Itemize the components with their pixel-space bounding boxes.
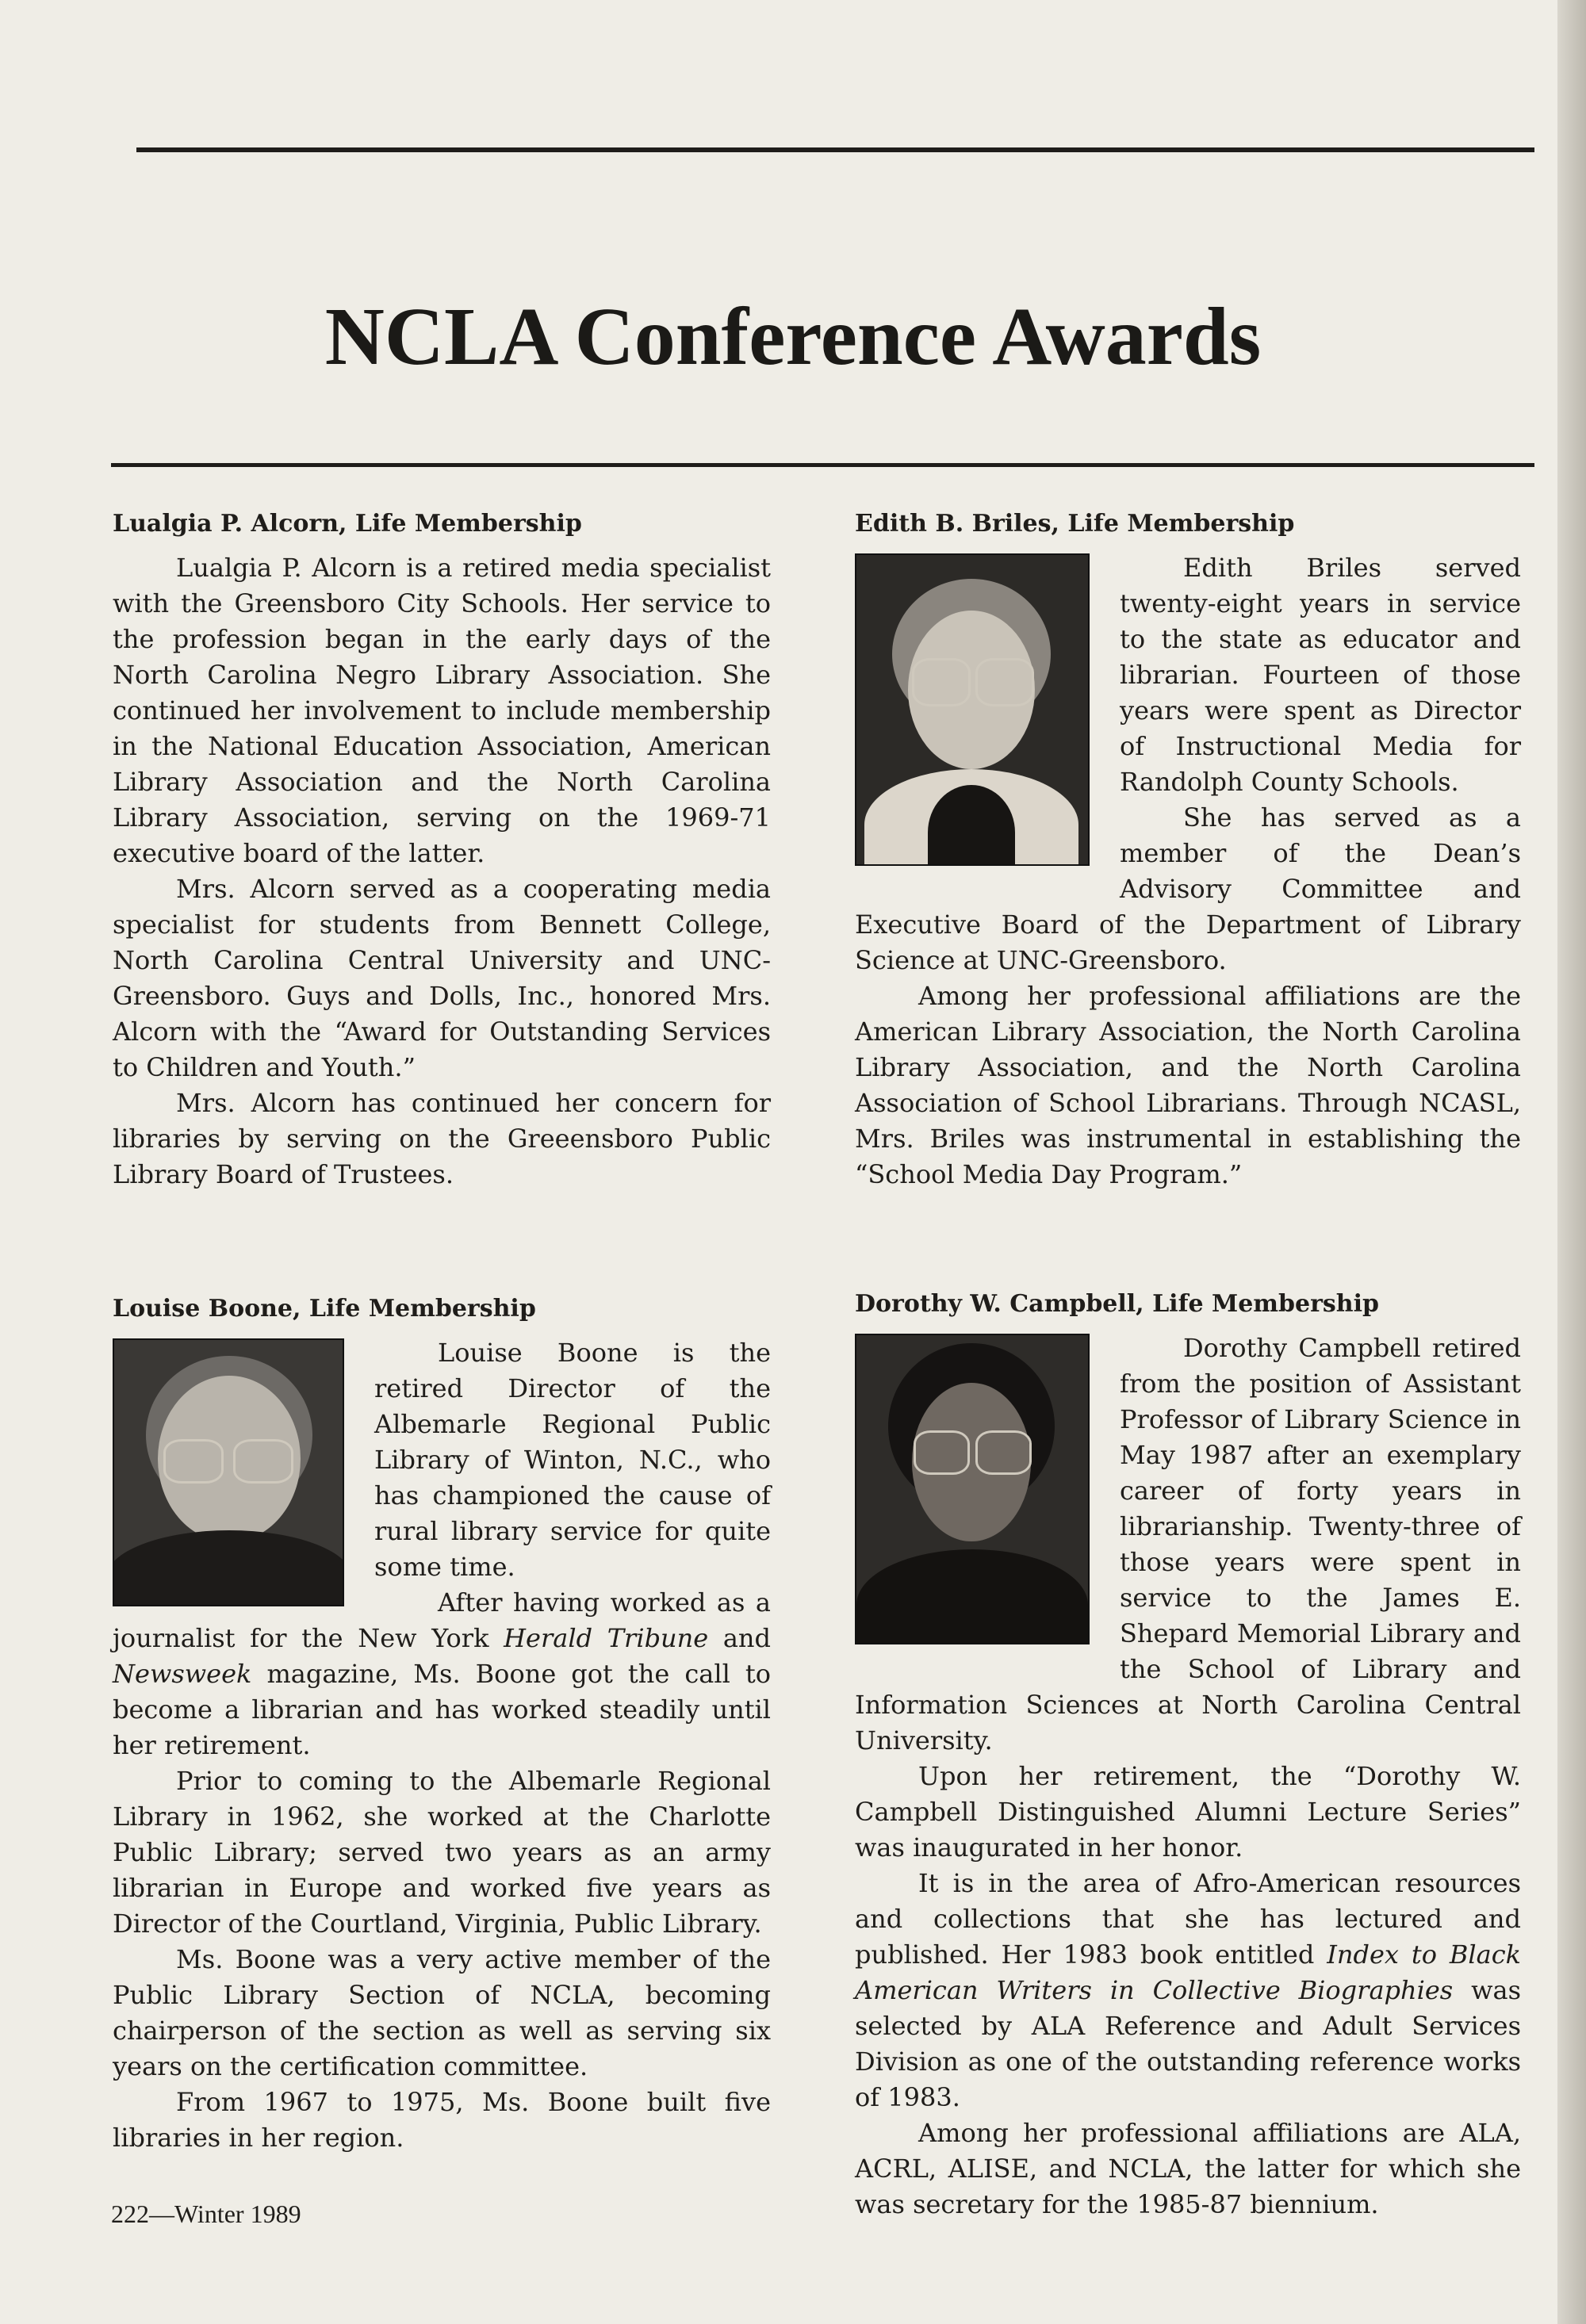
alcorn-paragraph: Lualgia P. Alcorn is a retired media specialist with the Greensboro City Schools. Her service to the profession began in the early days of the North Carolina Negro Library Association. She continued her involvement to include membership in the National Education Association, American Library Association and the North Carolina Library Association, serving on the 1969-71 executive board of the latter.	[113, 553, 771, 868]
alcorn-heading: Lualgia P. Alcorn, Life Membership	[113, 510, 582, 538]
page-title: NCLA Conference Awards	[324, 290, 1262, 382]
page-footer: 222—Winter 1989	[111, 2200, 301, 2228]
briles-paragraph: Among her professional affiliations are the American Library Association, the North Carolina Library Association, and the North Carolina Association of School Librarians. Through NCASL, Mrs. Briles was instrumental in establishing the “School Media Day Program.”	[855, 981, 1521, 1189]
boone-paragraph: From 1967 to 1975, Ms. Boone built five libraries in her region.	[113, 2087, 771, 2153]
boone-photo-glasses	[233, 1439, 293, 1484]
left-column	[113, 507, 771, 2156]
briles-heading: Edith B. Briles, Life Membership	[855, 510, 1295, 538]
boone-paragraph: Ms. Boone was a very active member of the Public Library Section of NCLA, becoming chairperson of the section as well as serving six years on the certification committee.	[113, 1944, 771, 2081]
briles-photo	[855, 553, 1090, 866]
campbell-section	[855, 1288, 1521, 2223]
campbell-paragraph: Among her professional affiliations are ALA, ACRL, ALISE, and NCLA, the latter for which she was secretary for the 1985-87 biennium.	[855, 2118, 1521, 2219]
boone-photo	[113, 1338, 344, 1606]
alcorn-paragraph: Mrs. Alcorn served as a cooperating media specialist for students from Bennett College, North Carolina Central University and UNC-Greensboro. Guys and Dolls, Inc., honored Mrs. Alcorn with the “Award for Outstanding Services to Children and Youth.”	[113, 874, 771, 1082]
boone-section	[113, 1292, 771, 2156]
briles-photo-glasses	[975, 658, 1034, 706]
campbell-photo-glasses	[914, 1430, 970, 1475]
boone-paragraph: After having worked as a journalist for the New York Herald Tribune and Newsweek magazine, Ms. Boone got the call to become a librarian and has worked steadily until her retirement.	[113, 1587, 772, 1760]
campbell-paragraph: Upon her retirement, the “Dorothy W. Campbell Distinguished Alumni Lecture Series” was inaugurated in her honor.	[855, 1761, 1521, 1863]
briles-section	[855, 507, 1521, 1193]
boone-photo-body	[113, 1530, 344, 1606]
campbell-paragraph: It is in the area of Afro-American resources and collections that she has lectured and published. Her 1983 book entitled Index to Black American Writers in Collective Biographies was selected by ALA Reference and Adult Services Division as one of the outstanding reference works of 1983.	[855, 1868, 1522, 2112]
alcorn-section	[113, 507, 771, 1193]
campbell-photo	[855, 1334, 1090, 1644]
campbell-heading: Dorothy W. Campbell, Life Membership	[855, 1290, 1379, 1318]
briles-paragraph: She has served as a member of the Dean’s Advisory Committee and Executive Board of the Department of Library Science at UNC-Greensboro.	[855, 802, 1521, 975]
campbell-paragraph: Dorothy Campbell retired from the position of Assistant Professor of Library Science in May 1987 after an exemplary career of forty years in librarianship. Twenty-three of those years were spent in service to the James E. Shepard Memorial Library and the School of Library and Information Sciences at North Carolina Central University.	[855, 1333, 1521, 1755]
title-rule	[111, 463, 1534, 467]
top-rule	[136, 147, 1534, 152]
campbell-photo-glasses	[975, 1430, 1032, 1475]
boone-paragraph: Louise Boone is the retired Director of the Albemarle Regional Public Library of Winton, N.C., who has championed the cause of rural library service for quite some time.	[374, 1338, 771, 1582]
campbell-photo-body	[856, 1549, 1088, 1644]
alcorn-paragraph: Mrs. Alcorn has continued her concern for libraries by serving on the Greeensboro Public Library Board of Trustees.	[113, 1088, 771, 1189]
boone-paragraph: Prior to coming to the Albemarle Regional Library in 1962, she worked at the Charlotte Public Library; served two years as an army librarian in Europe and worked five years as Director of the Courtland, Virginia, Public Library.	[113, 1766, 771, 1939]
boone-photo-glasses	[163, 1439, 224, 1484]
briles-paragraph: Edith Briles served twenty-eight years in service to the state as educator and librarian. Fourteen of those years were spent as Director of Instructional Media for Randolph County Schools.	[1120, 553, 1521, 797]
right-column	[855, 507, 1521, 2223]
boone-heading: Louise Boone, Life Membership	[113, 1295, 536, 1323]
briles-photo-glasses	[912, 658, 971, 706]
